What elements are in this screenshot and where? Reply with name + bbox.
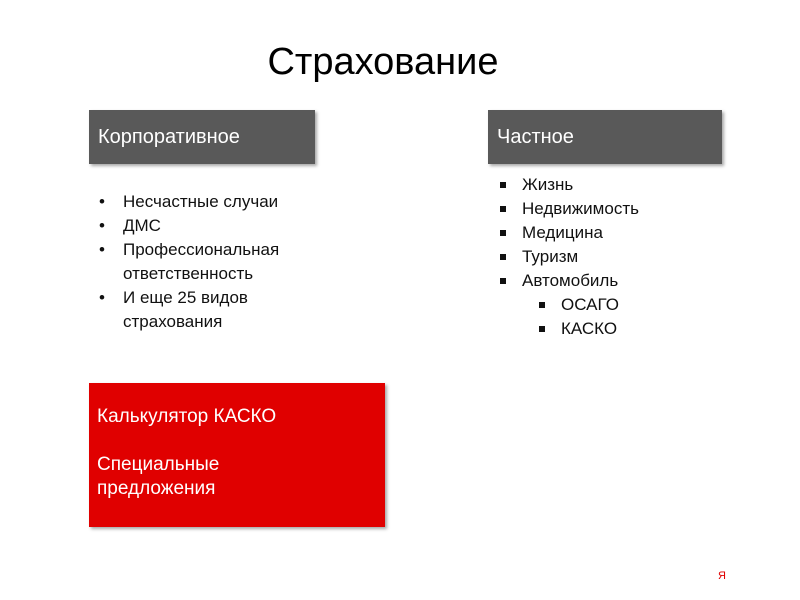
square-bullet-icon (500, 278, 506, 284)
list-item-label: Профессиональная ответственность (123, 240, 280, 283)
square-bullet-icon (539, 326, 545, 332)
list-item (98, 238, 338, 286)
list-item (498, 173, 738, 197)
list-item-label: Туризм (522, 247, 579, 266)
square-bullet-icon (539, 302, 545, 308)
sub-list-item (498, 317, 738, 341)
list-item-label: Несчастные случаи (123, 192, 279, 211)
list-item (98, 214, 338, 238)
square-bullet-icon (500, 182, 506, 188)
private-header: Частное (488, 110, 722, 164)
private-list (498, 173, 738, 341)
list-item-label: Медицина (522, 223, 603, 242)
bullet-icon: • (99, 192, 105, 211)
page-title: Страхование (267, 41, 499, 83)
sub-list-item-label: ОСАГО (561, 295, 619, 314)
list-item-label: И еще 25 видов страхования (123, 288, 248, 331)
promo-box (89, 383, 385, 527)
bullet-icon: • (99, 240, 105, 259)
sub-list-item-label: КАСКО (561, 319, 618, 338)
list-item (98, 286, 338, 334)
special-offers-line-1: Специальные (97, 454, 220, 475)
sub-list-item (498, 293, 738, 317)
list-item (98, 190, 338, 214)
list-item (498, 269, 738, 293)
bullet-icon: • (99, 288, 105, 307)
special-offers-line-2: предложения (97, 478, 216, 499)
list-item-label: Автомобиль (522, 271, 619, 290)
list-item (498, 197, 738, 221)
square-bullet-icon (500, 206, 506, 212)
list-item-label: Недвижимость (522, 199, 639, 218)
list-item-label: Жизнь (522, 175, 574, 194)
corporate-header: Корпоративное (89, 110, 315, 164)
bullet-icon: • (99, 216, 105, 235)
square-bullet-icon (500, 254, 506, 260)
list-item (498, 245, 738, 269)
brand-logo: Я (718, 570, 726, 582)
square-bullet-icon (500, 230, 506, 236)
promo-spacer (97, 429, 377, 453)
special-offers-link[interactable] (97, 453, 377, 501)
kasko-calculator-link[interactable]: Калькулятор КАСКО (97, 406, 277, 427)
corporate-list (98, 190, 338, 334)
list-item-label: ДМС (123, 216, 161, 235)
list-item (498, 221, 738, 245)
